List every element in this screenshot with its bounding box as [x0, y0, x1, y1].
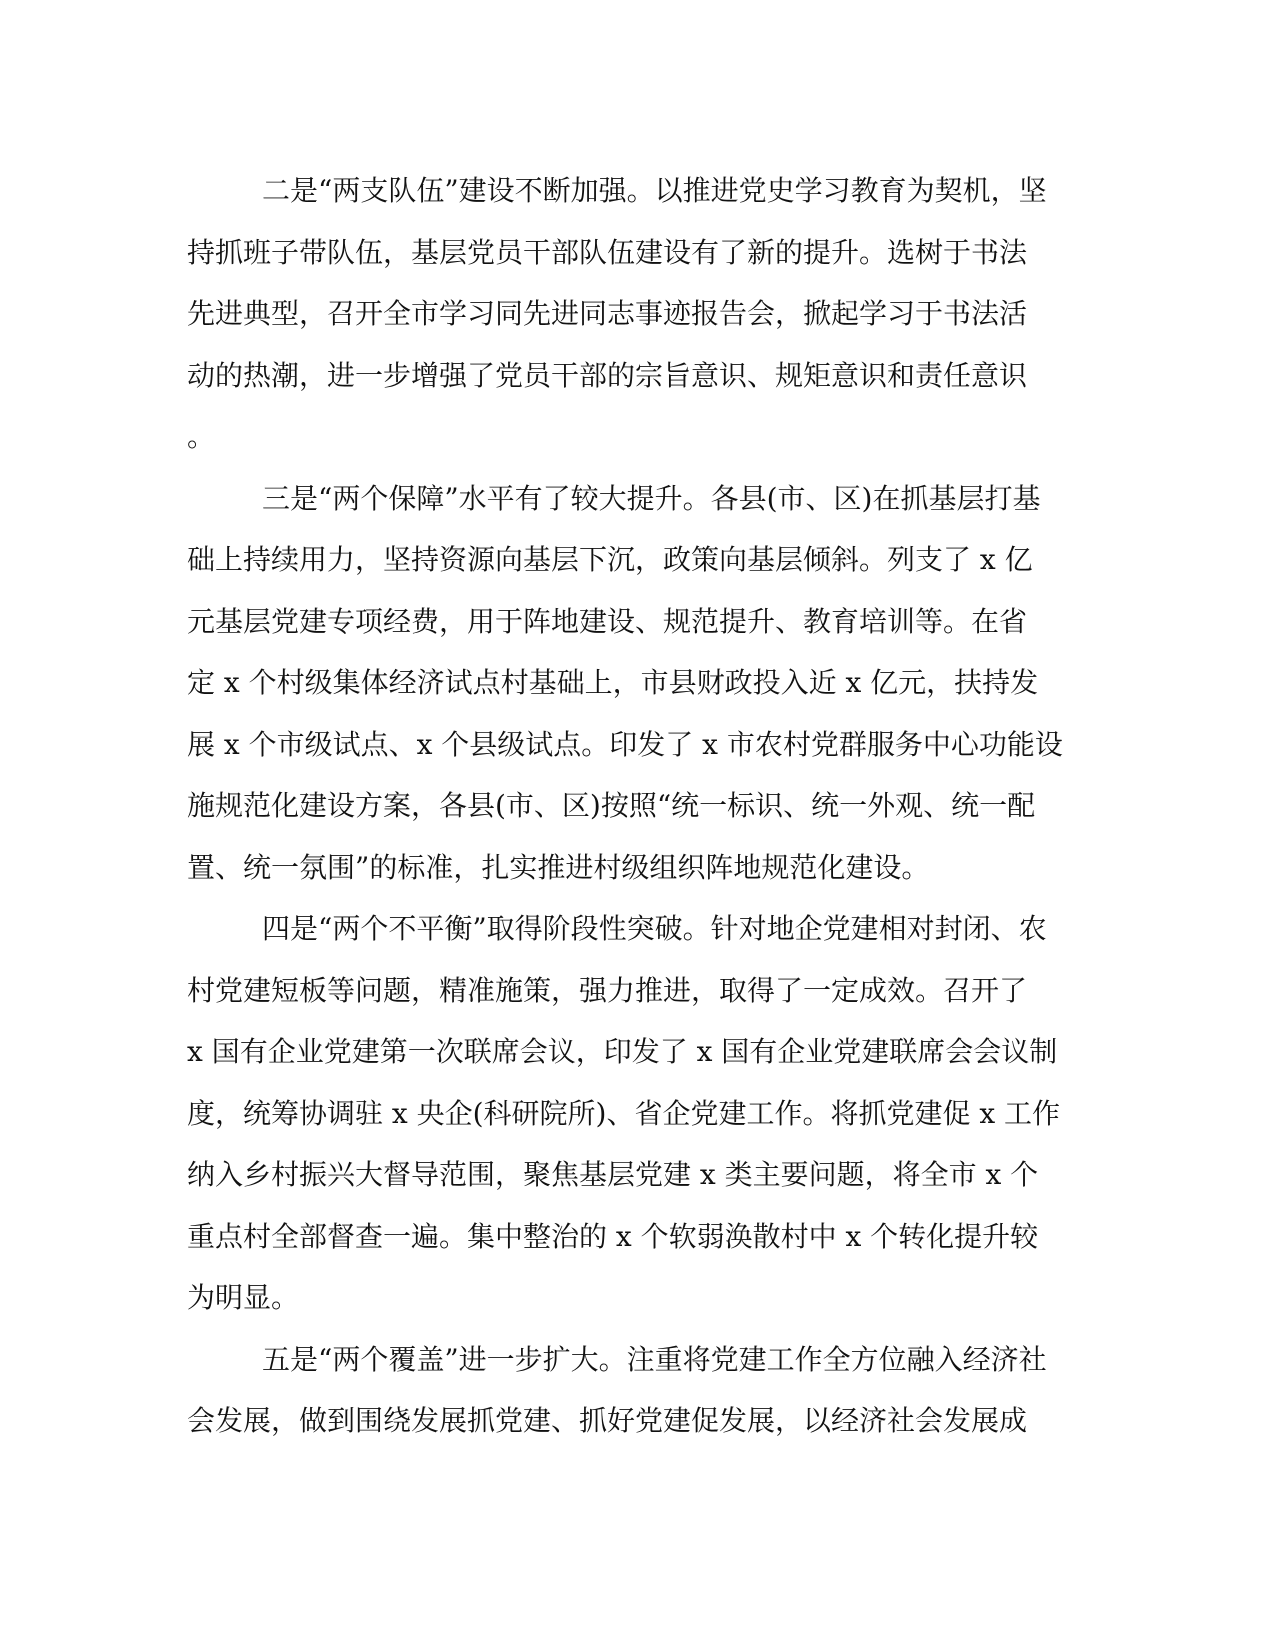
text-line: x 国有企业党建第一次联席会议，印发了 x 国有企业党建联席会会议制 — [187, 1035, 1058, 1068]
text-line: 二是“两支队伍”建设不断加强。以推进党史学习教育为契机，坚 — [262, 174, 1047, 207]
text-line: 先进典型，召开全市学习同先进同志事迹报告会，掀起学习于书法活 — [187, 297, 1028, 330]
text-line: 三是“两个保障”水平有了较大提升。各县(市、区)在抓基层打基 — [262, 481, 1041, 515]
text-line: 四是“两个不平衡”取得阶段性突破。针对地企党建相对封闭、农 — [262, 912, 1047, 945]
text-line: 。 — [187, 420, 216, 453]
text-line: 动的热潮，进一步增强了党员干部的宗旨意识、规矩意识和责任意识 — [187, 358, 1028, 392]
text-line: 度，统筹协调驻 x 央企(科研院所)、省企党建工作。将抓党建促 x 工作 — [187, 1096, 1061, 1130]
text-line: 持抓班子带队伍，基层党员干部队伍建设有了新的提升。选树于书法 — [187, 235, 1028, 269]
text-line: 村党建短板等问题，精准施策，强力推进，取得了一定成效。召开了 — [187, 973, 1028, 1007]
text-line: 展 x 个市级试点、x 个县级试点。印发了 x 市农村党群服务中心功能设 — [187, 727, 1063, 761]
text-line: 置、统一氛围”的标准，扎实推进村级组织阵地规范化建设。 — [187, 850, 930, 884]
text-line: 为明显。 — [187, 1281, 300, 1314]
document-body — [187, 160, 1087, 1452]
text-line: 纳入乡村振兴大督导范围，聚焦基层党建 x 类主要问题，将全市 x 个 — [187, 1158, 1039, 1191]
text-line: 定 x 个村级集体经济试点村基础上，市县财政投入近 x 亿元，扶持发 — [187, 666, 1039, 699]
text-line: 重点村全部督查一遍。集中整治的 x 个软弱涣散村中 x 个转化提升较 — [187, 1219, 1039, 1253]
text-line: 础上持续用力，坚持资源向基层下沉，政策向基层倾斜。列支了 x 亿 — [187, 543, 1033, 576]
text-line: 施规范化建设方案，各县(市、区)按照“统一标识、统一外观、统一配 — [187, 789, 1036, 822]
text-line: 会发展，做到围绕发展抓党建、抓好党建促发展，以经济社会发展成 — [187, 1404, 1028, 1437]
text-line: 元基层党建专项经费，用于阵地建设、规范提升、教育培训等。在省 — [187, 604, 1028, 638]
text-line: 五是“两个覆盖”进一步扩大。注重将党建工作全方位融入经济社 — [262, 1342, 1047, 1376]
